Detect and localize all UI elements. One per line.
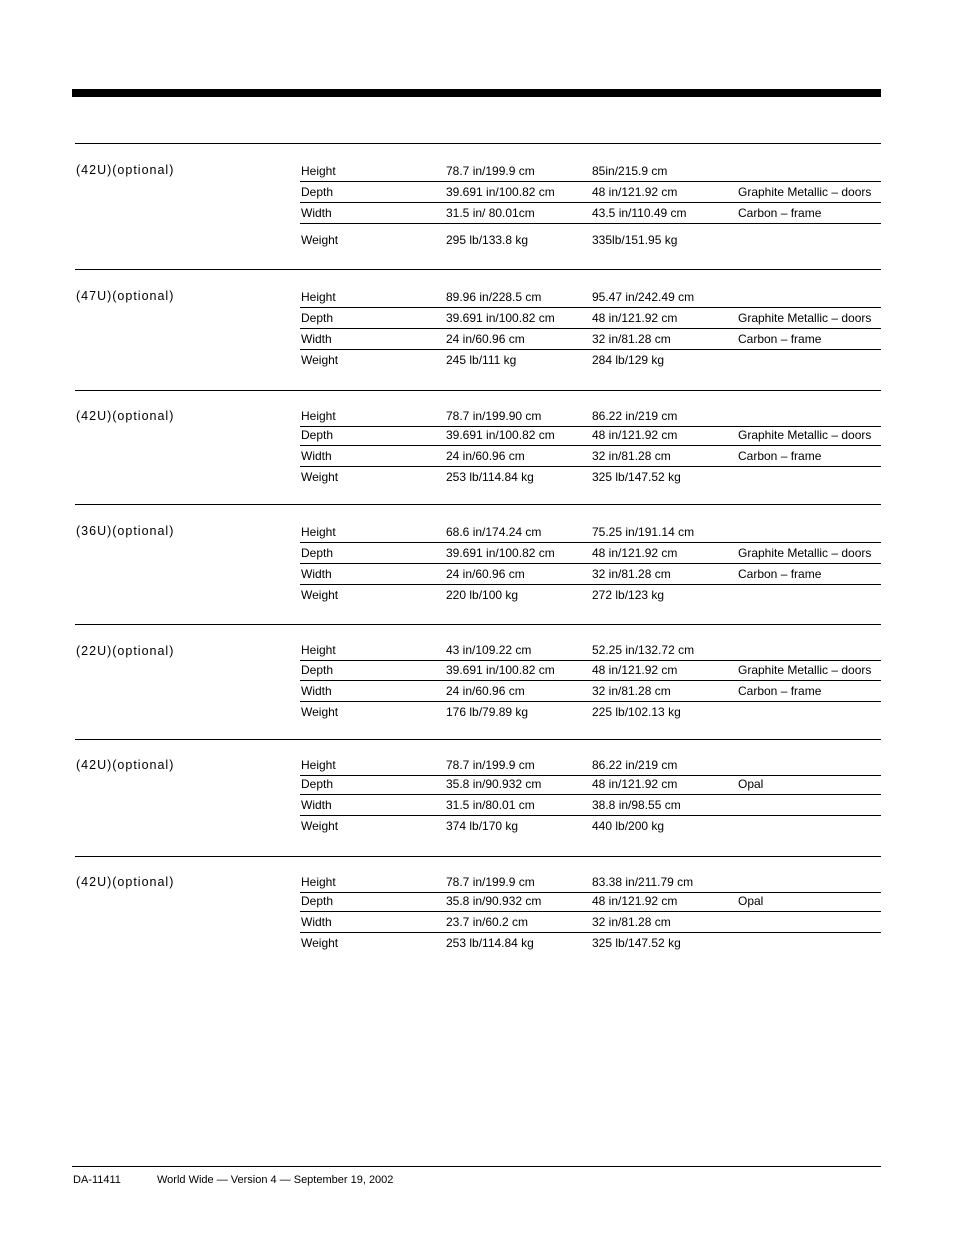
spec-finish: Graphite Metallic – doors: [738, 663, 872, 677]
spec-value-shipping: 86.22 in/219 cm: [592, 758, 678, 772]
spec-row: [300, 203, 881, 224]
spec-value-standard: 78.7 in/199.9 cm: [446, 758, 535, 772]
spec-row: [300, 287, 881, 308]
spec-finish: Graphite Metallic – doors: [738, 428, 872, 442]
spec-name: Weight: [301, 588, 339, 602]
spec-value-shipping: 325 lb/147.52 kg: [592, 936, 681, 950]
spec-value-shipping: 75.25 in/191.14 cm: [592, 525, 695, 539]
footer-divider: [72, 1166, 881, 1167]
spec-name: Depth: [301, 663, 334, 677]
spec-value-shipping: 32 in/81.28 cm: [592, 332, 671, 346]
spec-value-standard: 78.7 in/199.90 cm: [446, 409, 542, 423]
spec-value-standard: 39.691 in/100.82 cm: [446, 428, 555, 442]
spec-value-shipping: 52.25 in/132.72 cm: [592, 643, 695, 657]
spec-name: Width: [301, 206, 332, 220]
spec-name: Depth: [301, 894, 334, 908]
spec-value-standard: 24 in/60.96 cm: [446, 567, 525, 581]
spec-finish: Opal: [738, 894, 764, 908]
spec-name: Weight: [301, 819, 339, 833]
spec-value-shipping: 48 in/121.92 cm: [592, 311, 678, 325]
spec-name: Weight: [301, 233, 339, 247]
spec-row: [300, 640, 881, 661]
spec-value-standard: 78.7 in/199.9 cm: [446, 164, 535, 178]
spec-row: [300, 872, 881, 893]
spec-value-shipping: 48 in/121.92 cm: [592, 777, 678, 791]
spec-row: [300, 755, 881, 776]
spec-finish: Graphite Metallic – doors: [738, 185, 872, 199]
footer-version: World Wide — Version 4 — September 19, 2002: [157, 1174, 394, 1186]
spec-name: Depth: [301, 546, 334, 560]
spec-row: [300, 933, 881, 953]
spec-value-standard: 89.96 in/228.5 cm: [446, 290, 542, 304]
spec-value-shipping: 43.5 in/110.49 cm: [592, 206, 687, 220]
spec-value-standard: 31.5 in/ 80.01cm: [446, 206, 535, 220]
spec-value-shipping: 48 in/121.92 cm: [592, 428, 678, 442]
spec-finish: Graphite Metallic – doors: [738, 546, 872, 560]
spec-value-shipping: 284 lb/129 kg: [592, 353, 665, 367]
cabinet-label: (36U)(optional): [76, 524, 175, 538]
spec-name: Weight: [301, 353, 339, 367]
spec-row: [300, 425, 881, 446]
spec-row: [300, 564, 881, 585]
spec-finish: Opal: [738, 777, 764, 791]
spec-name: Width: [301, 684, 332, 698]
spec-name: Width: [301, 332, 332, 346]
spec-value-standard: 23.7 in/60.2 cm: [446, 915, 529, 929]
spec-value-shipping: 32 in/81.28 cm: [592, 567, 671, 581]
spec-value-shipping: 32 in/81.28 cm: [592, 915, 671, 929]
cabinet-label: (42U)(optional): [76, 875, 175, 889]
cabinet-label: (42U)(optional): [76, 409, 175, 423]
section-divider: [75, 143, 881, 144]
spec-value-standard: 295 lb/133.8 kg: [446, 233, 529, 247]
spec-finish: Carbon – frame: [738, 332, 822, 346]
spec-value-shipping: 48 in/121.92 cm: [592, 894, 678, 908]
spec-row: [300, 467, 881, 487]
spec-value-standard: 374 lb/170 kg: [446, 819, 519, 833]
spec-finish: Graphite Metallic – doors: [738, 311, 872, 325]
spec-value-standard: 24 in/60.96 cm: [446, 684, 525, 698]
spec-name: Height: [301, 525, 336, 539]
spec-row: [300, 891, 881, 912]
spec-name: Weight: [301, 705, 339, 719]
spec-row: [300, 816, 881, 836]
spec-value-shipping: 95.47 in/242.49 cm: [592, 290, 695, 304]
spec-name: Depth: [301, 777, 334, 791]
footer-doc-id: DA-11411: [73, 1174, 121, 1186]
spec-value-standard: 253 lb/114.84 kg: [446, 470, 534, 484]
section-divider: [75, 739, 881, 740]
spec-value-standard: 78.7 in/199.9 cm: [446, 875, 535, 889]
spec-value-standard: 31.5 in/80.01 cm: [446, 798, 535, 812]
section-divider: [75, 856, 881, 857]
spec-name: Width: [301, 915, 332, 929]
spec-row: [300, 522, 881, 543]
spec-value-standard: 24 in/60.96 cm: [446, 332, 525, 346]
cabinet-label: (22U)(optional): [76, 644, 175, 658]
cabinet-label: (47U)(optional): [76, 289, 175, 303]
spec-value-standard: 43 in/109.22 cm: [446, 643, 532, 657]
spec-row: [300, 329, 881, 350]
spec-row: [300, 585, 881, 605]
spec-row: [300, 308, 881, 329]
spec-value-standard: 245 lb/111 kg: [446, 353, 517, 367]
spec-row: [300, 795, 881, 816]
spec-row: [300, 182, 881, 203]
spec-value-standard: 39.691 in/100.82 cm: [446, 311, 555, 325]
spec-name: Height: [301, 758, 336, 772]
spec-row: [300, 774, 881, 795]
cabinet-label: (42U)(optional): [76, 758, 175, 772]
spec-value-standard: 220 lb/100 kg: [446, 588, 519, 602]
spec-name: Weight: [301, 936, 339, 950]
spec-value-standard: 39.691 in/100.82 cm: [446, 185, 555, 199]
spec-value-standard: 24 in/60.96 cm: [446, 449, 525, 463]
spec-value-standard: 176 lb/79.89 kg: [446, 705, 529, 719]
spec-finish: Carbon – frame: [738, 206, 822, 220]
spec-row: [300, 161, 881, 182]
spec-value-shipping: 85in/215.9 cm: [592, 164, 668, 178]
spec-value-standard: 39.691 in/100.82 cm: [446, 546, 555, 560]
spec-value-shipping: 32 in/81.28 cm: [592, 449, 671, 463]
spec-value-shipping: 325 lb/147.52 kg: [592, 470, 681, 484]
spec-row: [300, 543, 881, 564]
spec-value-shipping: 83.38 in/211.79 cm: [592, 875, 694, 889]
spec-finish: Carbon – frame: [738, 684, 822, 698]
spec-value-shipping: 32 in/81.28 cm: [592, 684, 671, 698]
spec-name: Height: [301, 290, 336, 304]
spec-row: [300, 406, 881, 427]
spec-name: Height: [301, 409, 336, 423]
section-divider: [75, 624, 881, 625]
section-divider: [75, 390, 881, 391]
spec-name: Height: [301, 164, 336, 178]
spec-value-standard: 35.8 in/90.932 cm: [446, 894, 542, 908]
spec-name: Height: [301, 875, 336, 889]
spec-name: Depth: [301, 311, 334, 325]
spec-row: [300, 912, 881, 933]
spec-value-shipping: 48 in/121.92 cm: [592, 546, 678, 560]
spec-row: [300, 350, 881, 370]
spec-row: [300, 230, 881, 250]
spec-value-shipping: 38.8 in/98.55 cm: [592, 798, 681, 812]
spec-value-shipping: 272 lb/123 kg: [592, 588, 665, 602]
spec-row: [300, 660, 881, 681]
section-divider: [75, 504, 881, 505]
spec-name: Width: [301, 798, 332, 812]
spec-finish: Carbon – frame: [738, 567, 822, 581]
spec-value-standard: 35.8 in/90.932 cm: [446, 777, 542, 791]
spec-row: [300, 681, 881, 702]
spec-value-shipping: 48 in/121.92 cm: [592, 663, 678, 677]
spec-name: Depth: [301, 185, 334, 199]
spec-finish: Carbon – frame: [738, 449, 822, 463]
spec-value-shipping: 335lb/151.95 kg: [592, 233, 678, 247]
spec-name: Height: [301, 643, 336, 657]
spec-value-shipping: 48 in/121.92 cm: [592, 185, 678, 199]
cabinet-label: (42U)(optional): [76, 163, 175, 177]
spec-value-shipping: 440 lb/200 kg: [592, 819, 665, 833]
spec-name: Weight: [301, 470, 339, 484]
section-divider: [75, 269, 881, 270]
spec-name: Depth: [301, 428, 334, 442]
spec-value-standard: 68.6 in/174.24 cm: [446, 525, 542, 539]
spec-value-standard: 253 lb/114.84 kg: [446, 936, 534, 950]
spec-value-shipping: 225 lb/102.13 kg: [592, 705, 681, 719]
header-bar: [72, 89, 881, 97]
spec-name: Width: [301, 449, 332, 463]
spec-name: Width: [301, 567, 332, 581]
spec-row: [300, 702, 881, 722]
spec-row: [300, 446, 881, 467]
spec-value-standard: 39.691 in/100.82 cm: [446, 663, 555, 677]
spec-value-shipping: 86.22 in/219 cm: [592, 409, 678, 423]
